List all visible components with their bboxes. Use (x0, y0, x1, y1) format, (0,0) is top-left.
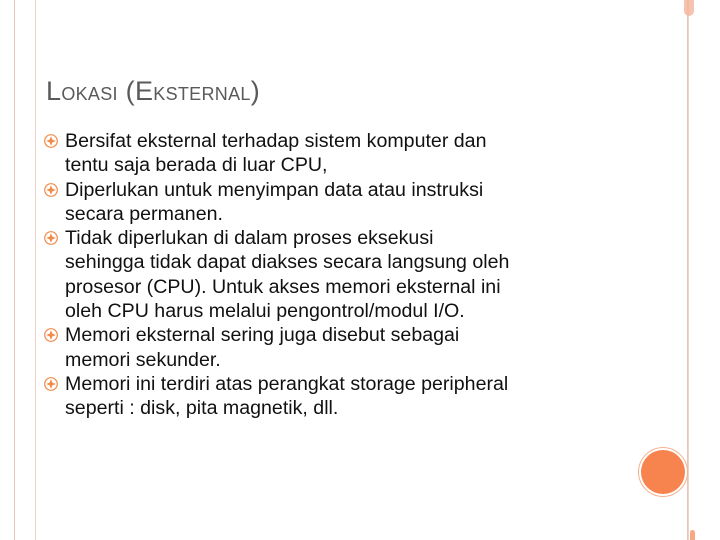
title-part: KSTERNAL (153, 84, 251, 104)
bullet-line: tentu saja berada di luar CPU, (65, 154, 328, 177)
bullet-line: secara permanen. (65, 202, 223, 225)
title-part: OKASI (61, 84, 118, 104)
orange-diamond-bullet-icon (44, 183, 58, 197)
bullet-line: Diperlukan untuk menyimpan data atau instruksi (65, 178, 484, 201)
decorative-bottom-accent (690, 530, 695, 540)
slide-title (46, 74, 260, 111)
decorative-orange-circle (641, 450, 685, 494)
bullet-item (44, 129, 614, 178)
title-part: ) (250, 76, 260, 106)
bullet-line: oleh CPU harus melalui pengontrol/modul I/O. (65, 300, 465, 323)
bullet-line: Memori eksternal sering juga disebut sebagai (65, 324, 460, 347)
bullet-line: seperti : disk, pita magnetik, dll. (65, 397, 339, 420)
bullet-line: Bersifat eksternal terhadap sistem komputer dan (65, 130, 487, 152)
bullet-line: Tidak diperlukan di dalam proses eksekusi (65, 227, 434, 250)
bullet-list (44, 129, 614, 421)
bullet-item (44, 323, 614, 372)
title-part: (E (117, 76, 154, 106)
orange-diamond-bullet-icon (44, 134, 58, 148)
bullet-line: sehingga tidak dapat diakses secara langsung oleh (65, 251, 510, 274)
bullet-line: prosesor (CPU). Untuk akses memori eksternal ini (65, 275, 501, 298)
decorative-top-accent (684, 0, 694, 16)
bullet-line: Memori ini terdiri atas perangkat storage peripheral (65, 372, 509, 395)
orange-diamond-bullet-icon (44, 377, 58, 391)
bullet-item (44, 226, 614, 323)
title-part: L (46, 76, 62, 106)
bullet-line: memori sekunder. (65, 348, 221, 371)
bullet-item (44, 178, 614, 227)
orange-diamond-bullet-icon (44, 328, 58, 342)
bullet-item (44, 372, 614, 421)
orange-diamond-bullet-icon (44, 231, 58, 245)
